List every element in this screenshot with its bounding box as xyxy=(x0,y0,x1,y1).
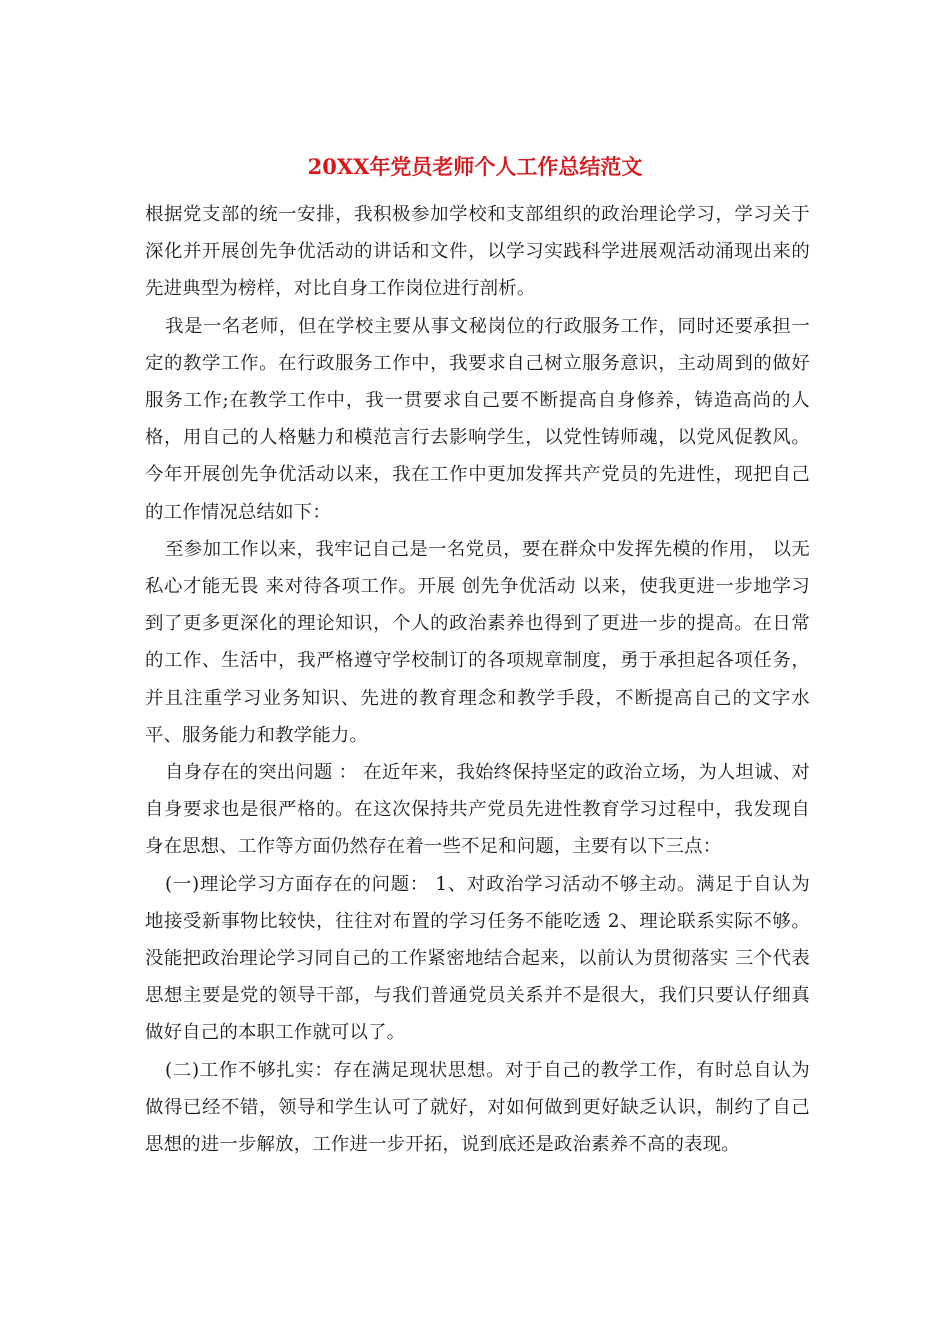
paragraph-problem-theory: (一)理论学习方面存在的问题： 1、对政治学习活动不够主动。满足于自认为地接受新事物比较快，往往对布置的学习任务不能吃透 2、理论联系实际不够。没能把政治理论学习同自己的工作紧密地结合起来，以前认为贯彻落实 三个代表 思想主要是党的领导干部，与我们普通党员关系并不是很大，我们只要认仔细真做好自己的本职工作就可以了。 xyxy=(145,873,810,1044)
paragraph-problems-intro: 自身存在的突出问题 ： 在近年来，我始终保持坚定的政治立场，为人坦诚、对自身要求也是很严格的。在这次保持共产党员先进性教育学习过程中，我发现自身在思想、工作等方面仍然存在着一些不足和问题，主要有以下三点： xyxy=(145,762,810,858)
paragraph-work-summary: 至参加工作以来，我牢记自己是一名党员，要在群众中发挥先模的作用， 以无私心才能无畏 来对待各项工作。开展 创先争优活动 以来，使我更进一步地学习到了更多更深化的理论知识，个人的政治素养也得到了更进一步的提高。在日常的工作、生活中，我严格遵守学校制订的各项规章制度，勇于承担起各项任务，并且注重学习业务知识、先进的教育理念和教学手段，不断提高自己的文字水平、服务能力和教学能力。 xyxy=(145,538,810,746)
paragraph-problem-work: (二)工作不够扎实：存在满足现状思想。对于自己的教学工作，有时总自认为做得已经不错，领导和学生认可了就好，对如何做到更好缺乏认识，制约了自己思想的进一步解放，工作进一步开拓，说到底还是政治素养不高的表现。 xyxy=(145,1059,810,1156)
document-body xyxy=(145,196,810,1163)
document-title: 20XX年党员老师个人工作总结范文 xyxy=(307,154,643,179)
paragraph-intro: 根据党支部的统一安排，我积极参加学校和支部组织的政治理论学习，学习关于深化并开展创先争优活动的讲话和文件，以学习实践科学进展观活动涌现出来的先进典型为榜样，对比自身工作岗位进行剖析。 xyxy=(145,204,810,300)
paragraph-self-introduction: 我是一名老师，但在学校主要从事文秘岗位的行政服务工作，同时还要承担一定的教学工作。在行政服务工作中，我要求自己树立服务意识，主动周到的做好服务工作;在教学工作中，我一贯要求自己要不断提高自身修养，铸造高尚的人格，用自己的人格魅力和模范言行去影响学生，以党性铸师魂，以党风促教风。今年开展创先争优活动以来，我在工作中更加发挥共产党员的先进性，现把自己的工作情况总结如下： xyxy=(145,315,810,523)
